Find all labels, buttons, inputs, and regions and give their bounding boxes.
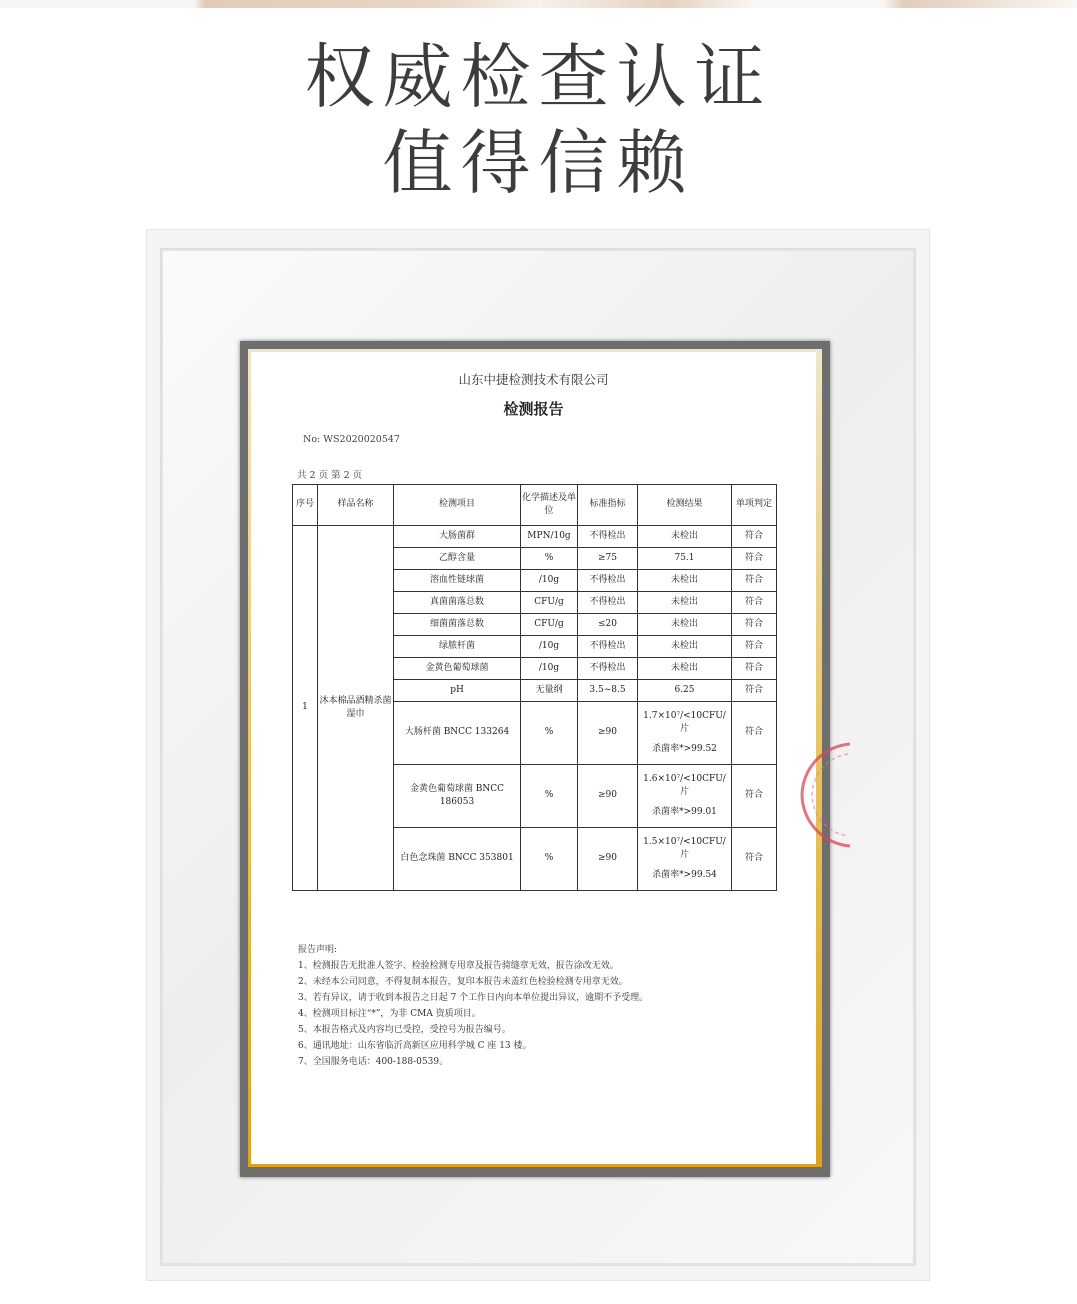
- result-cell: [638, 526, 732, 548]
- verdict-cell: 符合: [732, 548, 777, 570]
- result-line2: 杀菌率*>99.54: [652, 869, 717, 880]
- note-item: 4、检测项目标注“*”，为非 CMA 资质项目。: [298, 1009, 481, 1019]
- verdict-cell: 符合: [732, 614, 777, 636]
- result-line1: 6.25: [674, 684, 695, 695]
- result-line2: 杀菌率*>99.01: [652, 806, 717, 817]
- result-line1: 未检出: [670, 530, 698, 541]
- result-cell: [638, 548, 732, 570]
- result-line1: 1.5×10⁷/<10CFU/片: [643, 836, 726, 861]
- report-notes: [298, 942, 648, 1070]
- test-item-cell: 溶血性链球菌: [394, 570, 521, 592]
- result-cell: [638, 702, 732, 765]
- header-unit: 化学描述及单位: [521, 485, 578, 526]
- standard-cell: 不得检出: [578, 570, 638, 592]
- test-item-cell: 金黄色葡萄球菌: [394, 658, 521, 680]
- report-number: No: WS2020020547: [303, 434, 400, 445]
- standard-cell: 不得检出: [578, 592, 638, 614]
- result-cell: [638, 570, 732, 592]
- unit-cell: /10g: [521, 636, 578, 658]
- unit-cell: %: [521, 828, 578, 891]
- verdict-cell: 符合: [732, 828, 777, 891]
- result-cell: [638, 614, 732, 636]
- standard-cell: ≥75: [578, 548, 638, 570]
- verdict-cell: 符合: [732, 765, 777, 828]
- note-item: 5、本报告格式及内容均已受控，受控号为报告编号。: [298, 1025, 511, 1035]
- verdict-cell: 符合: [732, 658, 777, 680]
- test-item-cell: 真菌菌落总数: [394, 592, 521, 614]
- result-line1: 未检出: [670, 574, 698, 585]
- standard-cell: ≥90: [578, 765, 638, 828]
- headline-line2: 值得信赖: [382, 122, 695, 204]
- result-cell: [638, 636, 732, 658]
- test-item-cell: 细菌菌落总数: [394, 614, 521, 636]
- company-name: 山东中捷检测技术有限公司: [458, 372, 609, 387]
- page-info: 共 2 页 第 2 页: [297, 470, 363, 481]
- unit-cell: %: [521, 702, 578, 765]
- note-item: 7、全国服务电话：400-188-0539。: [298, 1057, 449, 1067]
- result-line1: 1.6×10⁷/<10CFU/片: [643, 773, 726, 798]
- result-cell: [638, 592, 732, 614]
- test-item-cell: 大肠杆菌 BNCC 133264: [394, 702, 521, 765]
- standard-cell: ≥90: [578, 702, 638, 765]
- test-item-cell: 大肠菌群: [394, 526, 521, 548]
- standard-cell: 不得检出: [578, 526, 638, 548]
- header-result: 检测结果: [638, 485, 732, 526]
- result-cell: [638, 828, 732, 891]
- result-cell: [638, 680, 732, 702]
- report-title: 检测报告: [503, 400, 564, 418]
- table-row: [293, 526, 777, 548]
- table-header-row: [293, 485, 777, 526]
- result-line1: 未检出: [670, 662, 698, 673]
- unit-cell: /10g: [521, 570, 578, 592]
- note-item: 6、通讯地址：山东省临沂高新区应用科学城 C 座 13 楼。: [298, 1041, 532, 1051]
- unit-cell: CFU/g: [521, 614, 578, 636]
- result-line1: 75.1: [674, 552, 695, 563]
- note-item: 2、未经本公司同意，不得复制本报告，复印本报告未盖红色检验检测专用章无效。: [298, 977, 628, 987]
- result-line1: 未检出: [670, 618, 698, 629]
- unit-cell: 无量纲: [521, 680, 578, 702]
- result-cell: [638, 658, 732, 680]
- sample-name-cell: 沐本棉品酒精杀菌湿巾: [318, 526, 394, 891]
- result-cell: [638, 765, 732, 828]
- verdict-cell: 符合: [732, 680, 777, 702]
- headline-line1: 权威检查认证: [304, 36, 773, 118]
- standard-cell: 不得检出: [578, 658, 638, 680]
- note-item: 3、若有异议，请于收到本报告之日起 7 个工作日内向本单位提出异议，逾期不予受理。: [298, 993, 649, 1003]
- standard-cell: 不得检出: [578, 636, 638, 658]
- unit-cell: %: [521, 548, 578, 570]
- top-decorative-strip: [0, 0, 1077, 8]
- header-standard: 标准指标: [578, 485, 638, 526]
- result-line2: 杀菌率*>99.52: [652, 743, 717, 754]
- test-item-cell: pH: [394, 680, 521, 702]
- unit-cell: MPN/10g: [521, 526, 578, 548]
- test-report-document: [251, 352, 816, 1164]
- note-item: 1、检测报告无批准人签字、检验检测专用章及报告骑缝章无效，报告涂改无效。: [298, 961, 619, 971]
- result-line1: 未检出: [670, 640, 698, 651]
- standard-cell: ≥90: [578, 828, 638, 891]
- unit-cell: CFU/g: [521, 592, 578, 614]
- serial-number-cell: 1: [293, 526, 318, 891]
- test-item-cell: 乙醇含量: [394, 548, 521, 570]
- test-item-cell: 白色念珠菌 BNCC 353801: [394, 828, 521, 891]
- test-item-cell: 金黄色葡萄球菌 BNCC 186053: [394, 765, 521, 828]
- test-item-cell: 绿脓杆菌: [394, 636, 521, 658]
- header-sample-name: 样品名称: [318, 485, 394, 526]
- unit-cell: /10g: [521, 658, 578, 680]
- unit-cell: %: [521, 765, 578, 828]
- header-serial: 序号: [293, 485, 318, 526]
- verdict-cell: 符合: [732, 636, 777, 658]
- verdict-cell: 符合: [732, 702, 777, 765]
- notes-title: 报告声明:: [298, 945, 338, 955]
- result-line1: 1.7×10⁷/<10CFU/片: [643, 710, 726, 735]
- verdict-cell: 符合: [732, 526, 777, 548]
- verdict-cell: 符合: [732, 592, 777, 614]
- standard-cell: 3.5~8.5: [578, 680, 638, 702]
- results-table: [292, 484, 777, 891]
- header-verdict: 单项判定: [732, 485, 777, 526]
- standard-cell: ≤20: [578, 614, 638, 636]
- header-test-item: 检测项目: [394, 485, 521, 526]
- verdict-cell: 符合: [732, 570, 777, 592]
- result-line1: 未检出: [670, 596, 698, 607]
